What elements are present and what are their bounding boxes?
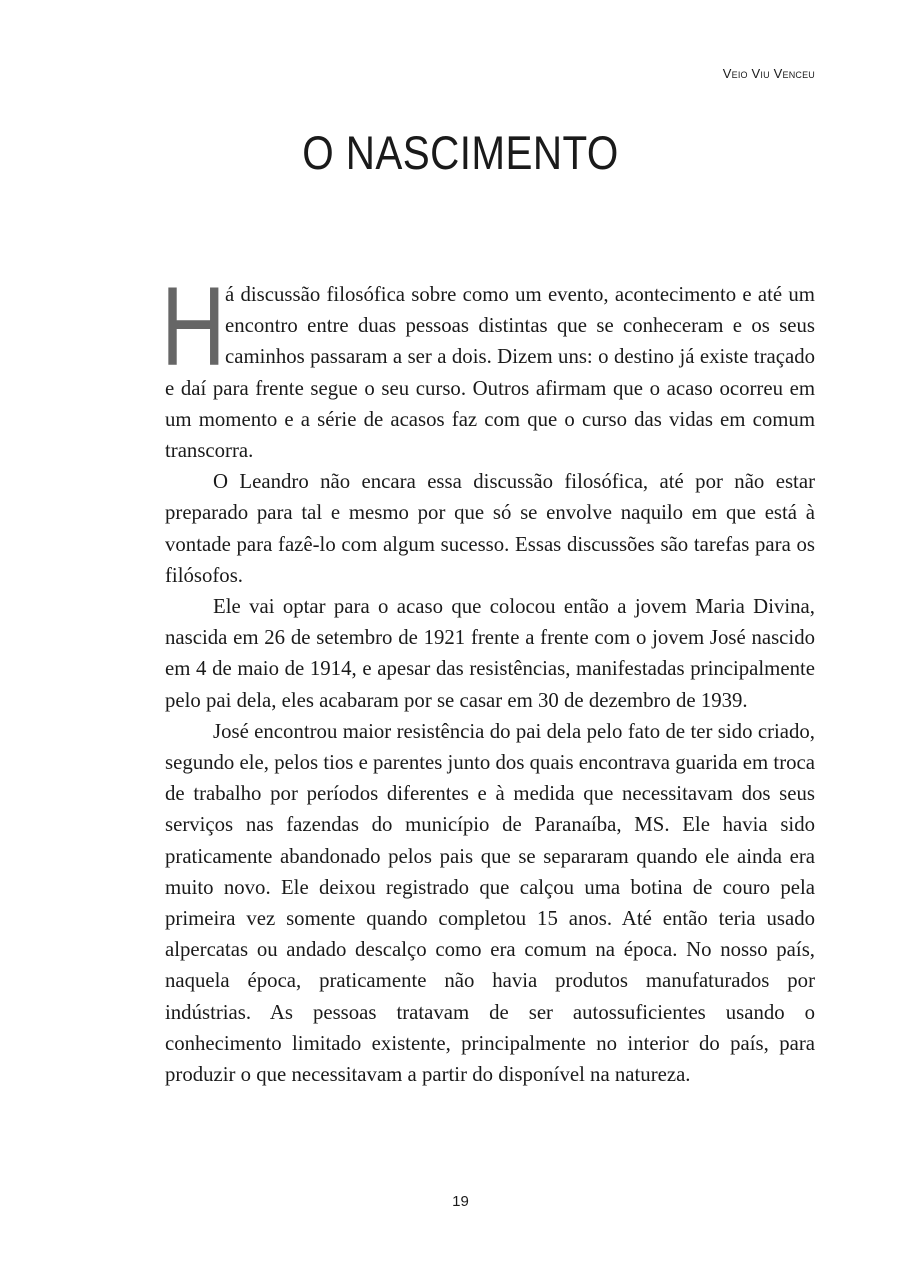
paragraph-1-text: á discussão filosófica sobre como um evento, acontecimento e até um encontro entre duas pessoas distintas que se conheceram e os seus caminhos passaram a ser a dois. Dizem uns: o destino já existe traçado e daí para frente segue o seu curso. Outros afirmam que o acaso ocorreu em um momento e a série de acasos faz com que o curso das vidas em comum transcorra.: [165, 283, 815, 463]
paragraph-2: O Leandro não encara essa discussão filosófica, até por não estar preparado para tal e mesmo por que só se envolve naquilo em que está à vontade para fazê-lo com algum sucesso. Essas discussões são tarefas para os filósofos.: [165, 470, 815, 587]
page-number: 19: [452, 1193, 469, 1210]
running-head-title: Veio Viu Venceu: [722, 66, 815, 81]
paragraph-3: Ele vai optar para o acaso que colocou então a jovem Maria Divina, nascida em 26 de setembro de 1921 frente a frente com o jovem José nascido em 4 de maio de 1914, e apesar das resistências, manifestadas principalmente pelo pai dela, eles acabaram por se casar em 30 de dezembro de 1939.: [165, 595, 815, 712]
paragraph-1: [161, 264, 815, 466]
paragraph-4: José encontrou maior resistência do pai dela pelo fato de ter sido criado, segundo ele, pelos tios e parentes junto dos quais encontrava guarida em troca de trabalho por períodos diferentes e à medida que necessitavam dos seus serviços nas fazendas do município de Paranaíba, MS. Ele havia sido praticamente abandonado pelos pais que se separaram quando ele ainda era muito novo. Ele deixou registrado que calçou uma botina de couro pela primeira vez somente quando completou 15 anos. Até então teria usado alpercatas ou andado descalço como era comum na época. No nosso país, naquela época, praticamente não havia produtos manufaturados por indústrias. As pessoas tratavam de ser autossuficientes usando o conhecimento limitado existente, principalmente no interior do país, para produzir o que necessitavam a partir do disponível na natureza.: [165, 719, 815, 1087]
drop-cap: H: [161, 264, 226, 389]
body-text: [161, 264, 815, 1090]
chapter-title: O NASCIMENTO: [302, 126, 619, 180]
